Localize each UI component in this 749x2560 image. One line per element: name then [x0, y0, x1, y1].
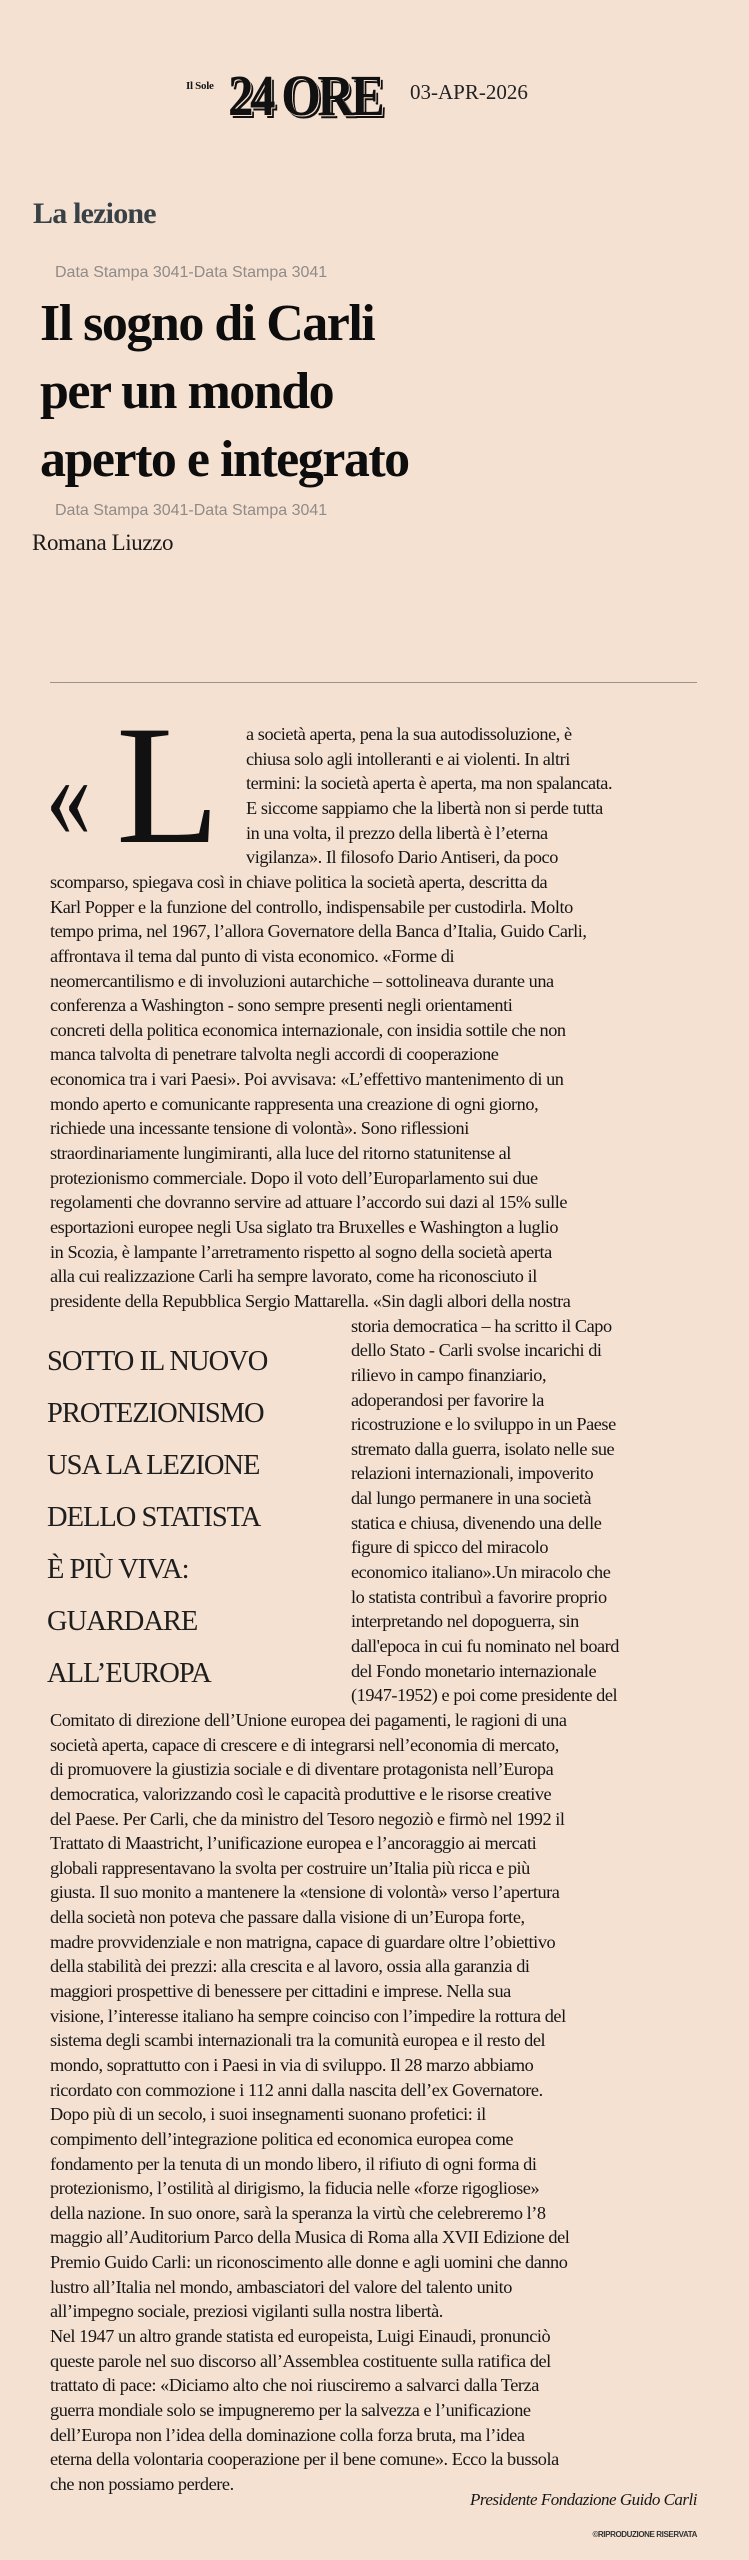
text-line: Premio Guido Carli: un riconoscimento alle donne e agli uomini che danno	[50, 2252, 568, 2273]
text-line: straordinariamente lungimiranti, alla luce del ritorno statunitense al	[50, 1143, 511, 1164]
text-line: che non possiamo perdere.	[50, 2473, 234, 2494]
text-line: della società non poteva che passare dalla visione di un’Europa forte,	[50, 1907, 525, 1928]
text-line: del Paese. Per Carli, che da ministro del Tesoro negoziò e firmò nel 1992 il	[50, 1808, 565, 1829]
text-line: protezionismo, l’ostilità al dirigismo, la fiducia nelle «forze rigogliose»	[50, 2178, 540, 2199]
text-line: adoperandosi per favorire la	[351, 1389, 544, 1410]
text-line: affrontava il tema dal punto di vista economico. «Forme di	[50, 945, 455, 966]
text-line: ALL’EUROPA	[47, 1658, 211, 1689]
text-line: chiusa solo agli intolleranti e ai violenti. In altri	[246, 748, 570, 769]
text-line: Trattato di Maastricht, l’unificazione europea e l’ancoraggio ai mercati	[50, 1833, 537, 1854]
text-line: Nel 1947 un altro grande statista ed europeista, Luigi Einaudi, pronunciò	[50, 2326, 551, 2347]
text-line: del Fondo monetario internazionale	[351, 1660, 597, 1681]
text-line: relazioni internazionali, impoverito	[351, 1463, 594, 1484]
text-line: Dopo più di un secolo, i suoi insegnamenti suonano profetici: il	[50, 2104, 486, 2125]
author-byline: Romana Liuzzo	[32, 530, 174, 555]
text-line: È PIÙ VIVA:	[47, 1554, 189, 1585]
text-line: conferenza a Washington - sono sempre presenti negli orientamenti	[50, 995, 513, 1016]
text-line: compimento dell’integrazione politica ed economica europea come	[50, 2128, 514, 2149]
text-line: vigilanza». Il filosofo Dario Antiseri, da poco	[246, 847, 558, 868]
text-line: fondamento per la tenuta di un mondo libero, il rifiuto di ogni forma di	[50, 2153, 537, 2174]
text-line: stremato dalla guerra, isolato nelle sue	[351, 1438, 615, 1459]
text-line: statica e chiusa, divenendo una delle	[351, 1512, 602, 1533]
text-line: economico italiano».Un miracolo che	[351, 1562, 611, 1582]
text-line: interpretando nel dopoguerra, sin	[351, 1611, 579, 1632]
text-line: in una volta, il prezzo della libertà è l’eterna	[246, 822, 548, 843]
text-line: concreti della politica economica internazionale, con insidia sottile che non	[50, 1019, 566, 1040]
text-line: madre provvidenziale e non matrigna, capace di guardare oltre l’obiettivo	[50, 1931, 556, 1952]
text-line: in Scozia, è lampante l’arretramento rispetto al sogno della società aperta	[50, 1241, 552, 1262]
text-line: società aperta, capace di crescere e di integrarsi nell’economia di mercato,	[50, 1734, 559, 1755]
watermark: Data Stampa 3041-Data Stampa 3041	[55, 264, 328, 281]
title-line: per un mondo	[40, 363, 334, 420]
text-line: neomercantilismo e di involuzioni autarchiche – sottolineava durante una	[50, 970, 554, 991]
text-line: sistema degli scambi internazionali tra la comunità europea e il resto del	[50, 2030, 546, 2051]
text-line: della stabilità dei prezzi: alla crescita e al lavoro, ossia alla garanzia di	[50, 1956, 530, 1977]
body-text-part-2	[50, 1708, 569, 2497]
text-line: PROTEZIONISMO	[47, 1398, 264, 1429]
text-line: ricostruzione e lo sviluppo in un Paese	[351, 1414, 616, 1435]
intro-text	[246, 722, 612, 870]
text-line: visione, l’interesse italiano ha sempre coinciso con l’impedire la rottura del	[50, 2005, 566, 2026]
pull-quote	[47, 1336, 267, 1700]
text-line: (1947-1952) e poi come presidente del	[351, 1685, 618, 1706]
text-line: E siccome sappiamo che la libertà non si perde tutta	[246, 797, 603, 818]
text-line: giusta. Il suo monito a mantenere la «tensione di volontà» verso l’apertura	[50, 1882, 560, 1903]
text-line: eterna della volontaria cooperazione per il bene comune». Ecco la bussola	[50, 2449, 559, 2470]
copyright-notice: ©RIPRODUZIONE RISERVATA	[592, 2530, 697, 2539]
title-line: Il sogno di Carli	[40, 295, 375, 352]
text-line: tempo prima, nel 1967, l’allora Governatore della Banca d’Italia, Guido Carli,	[50, 921, 587, 942]
text-line: dal lungo permanere in una società	[351, 1488, 592, 1509]
dropcap-quote-mark: «	[46, 729, 91, 864]
text-line: lo statista contribuì a favorire proprio	[351, 1586, 607, 1607]
text-line: all’impegno sociale, preziosi vigilanti sulla nostra libertà.	[50, 2301, 443, 2322]
text-line: democratica, valorizzando così le capacità produttive e le risorse creative	[50, 1783, 552, 1804]
watermark: Data Stampa 3041-Data Stampa 3041	[55, 502, 328, 519]
text-line: mondo aperto e comunicante rappresenta una creazione di ogni giorno,	[50, 1093, 539, 1114]
text-line: economica tra i vari Paesi». Poi avvisava: «L’effettivo mantenimento di un	[50, 1069, 564, 1090]
text-line: protezionismo commerciale. Dopo il voto dell’Europarlamento sui due	[50, 1167, 538, 1188]
text-line: dall'epoca in cui fu nominato nel board	[351, 1635, 619, 1656]
text-line: richiede una incessante tensione di volontà». Sono riflessioni	[50, 1118, 469, 1139]
text-line: dello Stato - Carli svolse incarichi di	[351, 1340, 602, 1361]
text-line: Karl Popper e la funzione del controllo, indispensabile per custodirla. Molto	[50, 896, 573, 917]
logo-24-ore: 24 ORE	[228, 63, 382, 128]
text-line: rilievo in campo finanziario,	[351, 1364, 547, 1385]
author-signature: Presidente Fondazione Guido Carli	[470, 2490, 697, 2509]
text-line: GUARDARE	[47, 1606, 198, 1637]
text-line: trattato di pace: «Diciamo alto che noi riusciremo a salvarci dalla Terza	[50, 2375, 539, 2396]
text-line: guerra mondiale solo se impugneremo per la salvezza e l’unificazione	[50, 2399, 531, 2420]
text-line: a società aperta, pena la sua autodissoluzione, è	[246, 724, 572, 744]
section-kicker: La lezione	[33, 197, 156, 230]
text-line: dell’Europa non l’idea della dominazione colla forza bruta, ma l’idea	[50, 2424, 525, 2445]
text-line: lustro all’Italia nel mondo, ambasciatori del valore del talento unito	[50, 2276, 512, 2297]
text-line: scomparso, spiegava così in chiave politica la società aperta, descritta da	[50, 872, 548, 892]
article-title	[40, 290, 409, 494]
text-line: regolamenti che dovranno servire ad attuare l’accordo sui dazi al 15% sulle	[50, 1192, 567, 1213]
text-line: esportazioni europee negli Usa siglato tra Bruxelles e Washington a luglio	[50, 1216, 559, 1237]
text-line: presidente della Repubblica Sergio Mattarella. «Sin dagli albori della nostra	[50, 1290, 571, 1311]
text-line: globali rappresentavano la svolta per costruire un’Italia più ricca e più	[50, 1857, 530, 1878]
text-line: della nazione. In suo onore, sarà la speranza la virtù che celebreremo l’8	[50, 2202, 546, 2223]
divider	[50, 682, 697, 683]
text-line: DELLO STATISTA	[47, 1502, 261, 1533]
text-line: ricordato con commozione i 112 anni dalla nascita dell’ex Governatore.	[50, 2079, 543, 2100]
text-line: alla cui realizzazione Carli ha sempre lavorato, come ha riconosciuto il	[50, 1266, 537, 1287]
text-line: SOTTO IL NUOVO	[47, 1346, 268, 1377]
text-line: maggio all’Auditorium Parco della Musica di Roma alla XVII Edizione del	[50, 2227, 570, 2248]
text-line: manca talvolta di penetrare talvolta negli accordi di cooperazione	[50, 1044, 499, 1065]
text-line: Comitato di direzione dell’Unione europea dei pagamenti, le ragioni di una	[50, 1710, 567, 1730]
issue-date: 03-APR-2026	[410, 80, 528, 104]
logo-il-sole: Il Sole	[186, 80, 214, 92]
body-text-part-1	[50, 870, 587, 1314]
body-text-column	[351, 1314, 619, 1708]
text-line: storia democratica – ha scritto il Capo	[351, 1315, 612, 1336]
title-line: aperto e integrato	[40, 431, 409, 488]
text-line: maggiori prospettive di benessere per cittadini e imprese. Nella sua	[50, 1981, 511, 2002]
text-line: USA LA LEZIONE	[47, 1450, 260, 1481]
text-line: figure di spicco del miracolo	[351, 1537, 549, 1558]
text-line: queste parole nel suo discorso all’Assemblea costituente sulla ratifica del	[50, 2350, 551, 2371]
dropcap-letter: L	[116, 691, 220, 879]
text-line: di promuovere la giustizia sociale e di diventare protagonista nell’Europa	[50, 1759, 554, 1780]
text-line: mondo, soprattutto con i Paesi in via di sviluppo. Il 28 marzo abbiamo	[50, 2054, 534, 2075]
text-line: termini: la società aperta è aperta, ma non spalancata.	[246, 773, 613, 794]
